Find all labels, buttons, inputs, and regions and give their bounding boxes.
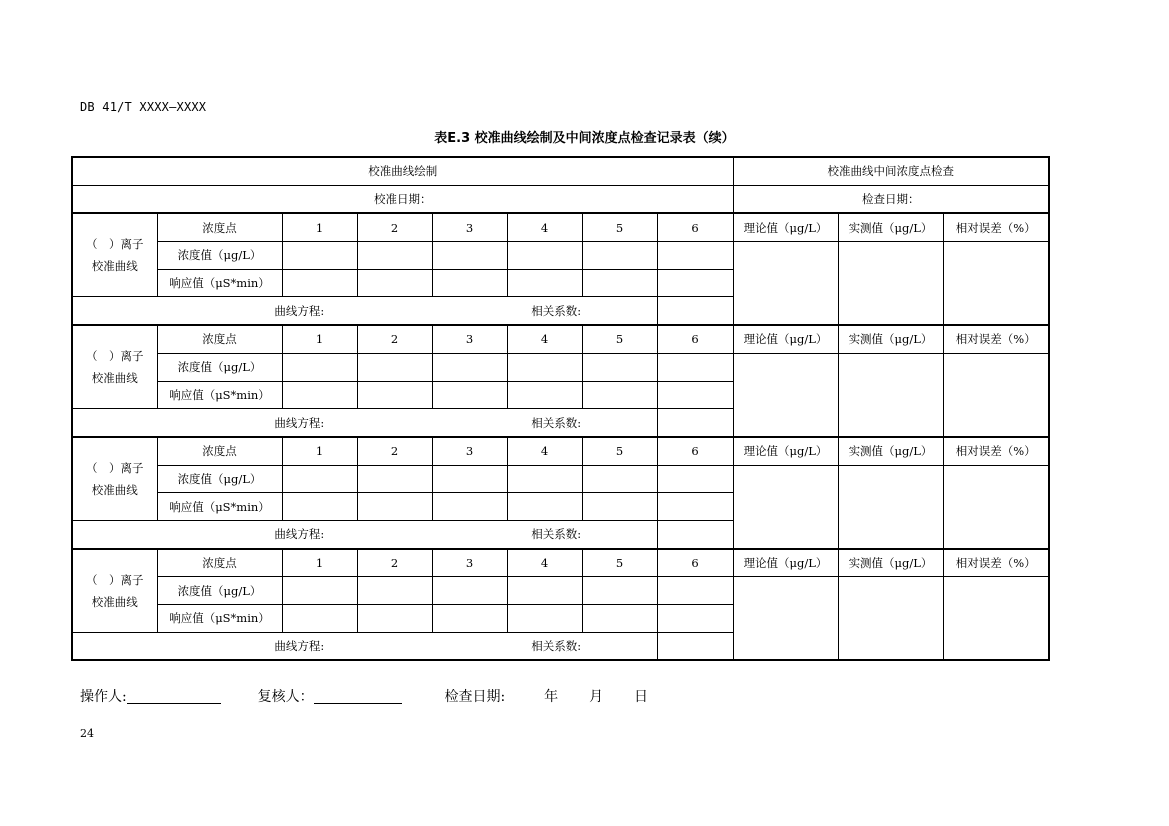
concentration-value-cell[interactable]: [432, 353, 507, 381]
theory-value-header: 理论值（μg/L）: [733, 213, 838, 241]
measured-value-header: 实测值（μg/L）: [838, 213, 943, 241]
concentration-value-label: 浓度值（μg/L）: [157, 242, 282, 270]
point-number: 3: [432, 437, 507, 465]
response-value-cell[interactable]: [657, 381, 733, 409]
calibration-section-header: 校准曲线绘制: [72, 157, 733, 185]
point-number: 6: [657, 325, 733, 353]
concentration-value-cell[interactable]: [507, 353, 582, 381]
concentration-value-cell[interactable]: [282, 465, 357, 493]
point-number: 4: [507, 549, 582, 577]
signature-footer: [80, 686, 648, 706]
correlation-coefficient-label: 相关系数:: [531, 639, 582, 654]
document-code: DB 41/T XXXX—XXXX: [80, 100, 207, 114]
calibration-block-1: [72, 213, 1049, 241]
calibration-curve-line: 校准曲线: [91, 259, 138, 274]
equation-row: [72, 409, 657, 437]
calibration-curve-line: 校准曲线: [91, 482, 138, 497]
concentration-value-cell[interactable]: [282, 353, 357, 381]
curve-equation-label: 曲线方程:: [274, 639, 325, 654]
point-number: 2: [357, 437, 432, 465]
response-value-cell[interactable]: [657, 605, 733, 633]
point-number: 3: [432, 549, 507, 577]
concentration-value-cell[interactable]: [357, 353, 432, 381]
relative-error-header: 相对误差（%）: [943, 437, 1049, 465]
response-value-cell[interactable]: [432, 605, 507, 633]
measured-value-header: 实测值（μg/L）: [838, 549, 943, 577]
theory-value-header: 理论值（μg/L）: [733, 549, 838, 577]
concentration-value-cell[interactable]: [282, 577, 357, 605]
operator-label: 操作人:: [80, 689, 127, 705]
response-value-cell[interactable]: [282, 493, 357, 521]
concentration-point-label: 浓度点: [157, 437, 282, 465]
calibration-curve-line: 校准曲线: [91, 594, 138, 609]
concentration-value-cell[interactable]: [357, 465, 432, 493]
point-number: 1: [282, 549, 357, 577]
point-number: 6: [657, 549, 733, 577]
measured-value-header: 实测值（μg/L）: [838, 325, 943, 353]
point-number: 1: [282, 325, 357, 353]
concentration-value-cell[interactable]: [582, 577, 657, 605]
point-number: 1: [282, 437, 357, 465]
point-number: 2: [357, 213, 432, 241]
equation-row: [72, 520, 657, 548]
concentration-value-cell[interactable]: [582, 465, 657, 493]
concentration-value-cell[interactable]: [432, 242, 507, 270]
equation-row: [72, 632, 657, 660]
curve-equation-label: 曲线方程:: [274, 303, 325, 318]
curve-equation-label: 曲线方程:: [274, 415, 325, 430]
theory-value-header: 理论值（μg/L）: [733, 325, 838, 353]
response-value-cell[interactable]: [507, 605, 582, 633]
measured-value-cell[interactable]: [838, 577, 943, 661]
response-value-cell[interactable]: [432, 269, 507, 297]
month-label: 月: [589, 689, 604, 705]
response-value-cell[interactable]: [357, 605, 432, 633]
response-value-cell[interactable]: [282, 605, 357, 633]
response-value-cell[interactable]: [582, 269, 657, 297]
response-value-cell[interactable]: [357, 269, 432, 297]
ion-name-line: （ ）离子: [86, 349, 144, 364]
correlation-coefficient-label: 相关系数:: [531, 527, 582, 542]
response-value-label: 响应值（μS*min）: [157, 381, 282, 409]
ion-name-line: （ ）离子: [86, 237, 144, 252]
footer-check-date-label: 检查日期:: [444, 689, 506, 705]
page-number: 24: [80, 727, 94, 740]
correlation-coefficient-label: 相关系数:: [531, 303, 582, 318]
point-number: 1: [282, 213, 357, 241]
response-value-label: 响应值（μS*min）: [157, 605, 282, 633]
concentration-value-cell[interactable]: [657, 353, 733, 381]
response-value-cell[interactable]: [507, 381, 582, 409]
theory-value-cell[interactable]: [733, 465, 838, 549]
day-label: 日: [633, 689, 648, 705]
measured-value-cell[interactable]: [838, 353, 943, 437]
concentration-value-cell[interactable]: [507, 577, 582, 605]
theory-value-cell[interactable]: [733, 577, 838, 661]
concentration-value-cell[interactable]: [657, 577, 733, 605]
concentration-point-label: 浓度点: [157, 213, 282, 241]
concentration-value-cell[interactable]: [357, 242, 432, 270]
relative-error-cell[interactable]: [943, 353, 1049, 437]
calibration-record-table: [71, 156, 1050, 661]
ion-calibration-name: [72, 549, 157, 633]
point-number: 5: [582, 437, 657, 465]
response-value-cell[interactable]: [507, 493, 582, 521]
ion-name-line: （ ）离子: [86, 460, 144, 475]
response-value-cell[interactable]: [432, 381, 507, 409]
concentration-value-cell[interactable]: [282, 242, 357, 270]
point-number: 4: [507, 325, 582, 353]
equation-row: [72, 297, 657, 325]
relative-error-header: 相对误差（%）: [943, 325, 1049, 353]
ion-calibration-name: [72, 437, 157, 521]
response-value-cell[interactable]: [432, 493, 507, 521]
ion-name-line: （ ）离子: [86, 572, 144, 587]
response-value-label: 响应值（μS*min）: [157, 269, 282, 297]
concentration-value-cell[interactable]: [357, 577, 432, 605]
concentration-value-cell[interactable]: [507, 465, 582, 493]
concentration-value-cell[interactable]: [507, 242, 582, 270]
calibration-block-3: [72, 437, 1049, 465]
measured-value-header: 实测值（μg/L）: [838, 437, 943, 465]
calibration-block-4: [72, 549, 1049, 577]
response-value-label: 响应值（μS*min）: [157, 493, 282, 521]
correlation-coefficient-label: 相关系数:: [531, 415, 582, 430]
point-number: 2: [357, 325, 432, 353]
point-number: 3: [432, 325, 507, 353]
concentration-value-cell[interactable]: [657, 242, 733, 270]
calibration-curve-line: 校准曲线: [91, 371, 138, 386]
check-date-label: 检查日期：: [733, 185, 1049, 213]
relative-error-cell[interactable]: [943, 242, 1049, 326]
point-number: 5: [582, 325, 657, 353]
relative-error-header: 相对误差（%）: [943, 549, 1049, 577]
concentration-value-label: 浓度值（μg/L）: [157, 577, 282, 605]
concentration-point-label: 浓度点: [157, 549, 282, 577]
response-value-cell[interactable]: [282, 381, 357, 409]
point-number: 3: [432, 213, 507, 241]
point-number: 6: [657, 213, 733, 241]
table-title: 表E.3 校准曲线绘制及中间浓度点检查记录表（续）: [434, 131, 735, 146]
concentration-value-cell[interactable]: [657, 465, 733, 493]
concentration-value-cell[interactable]: [582, 353, 657, 381]
concentration-value-label: 浓度值（μg/L）: [157, 353, 282, 381]
point-number: 5: [582, 213, 657, 241]
point-number: 6: [657, 437, 733, 465]
reviewer-label: 复核人：: [257, 689, 314, 705]
response-value-cell[interactable]: [657, 269, 733, 297]
concentration-value-cell[interactable]: [432, 465, 507, 493]
check-section-header: 校准曲线中间浓度点检查: [733, 157, 1049, 185]
response-value-cell[interactable]: [507, 269, 582, 297]
concentration-value-label: 浓度值（μg/L）: [157, 465, 282, 493]
year-label: 年: [544, 689, 559, 705]
ion-calibration-name: [72, 325, 157, 409]
concentration-value-cell[interactable]: [582, 242, 657, 270]
relative-error-cell[interactable]: [943, 577, 1049, 661]
reviewer-input[interactable]: [314, 687, 402, 704]
theory-value-cell[interactable]: [733, 242, 838, 326]
response-value-cell[interactable]: [657, 493, 733, 521]
measured-value-cell[interactable]: [838, 465, 943, 549]
point-number: 2: [357, 549, 432, 577]
curve-equation-label: 曲线方程:: [274, 527, 325, 542]
theory-value-header: 理论值（μg/L）: [733, 437, 838, 465]
calibration-block-2: [72, 325, 1049, 353]
response-value-cell[interactable]: [582, 493, 657, 521]
response-value-cell[interactable]: [357, 381, 432, 409]
point-number: 4: [507, 213, 582, 241]
point-number: 5: [582, 549, 657, 577]
measured-value-cell[interactable]: [838, 242, 943, 326]
concentration-value-cell[interactable]: [432, 577, 507, 605]
ion-calibration-name: [72, 213, 157, 297]
concentration-point-label: 浓度点: [157, 325, 282, 353]
relative-error-cell[interactable]: [943, 465, 1049, 549]
relative-error-header: 相对误差（%）: [943, 213, 1049, 241]
point-number: 4: [507, 437, 582, 465]
response-value-cell[interactable]: [582, 605, 657, 633]
calibration-date-label: 校准日期：: [72, 185, 733, 213]
response-value-cell[interactable]: [582, 381, 657, 409]
response-value-cell[interactable]: [282, 269, 357, 297]
operator-input[interactable]: [127, 687, 221, 704]
response-value-cell[interactable]: [357, 493, 432, 521]
theory-value-cell[interactable]: [733, 353, 838, 437]
